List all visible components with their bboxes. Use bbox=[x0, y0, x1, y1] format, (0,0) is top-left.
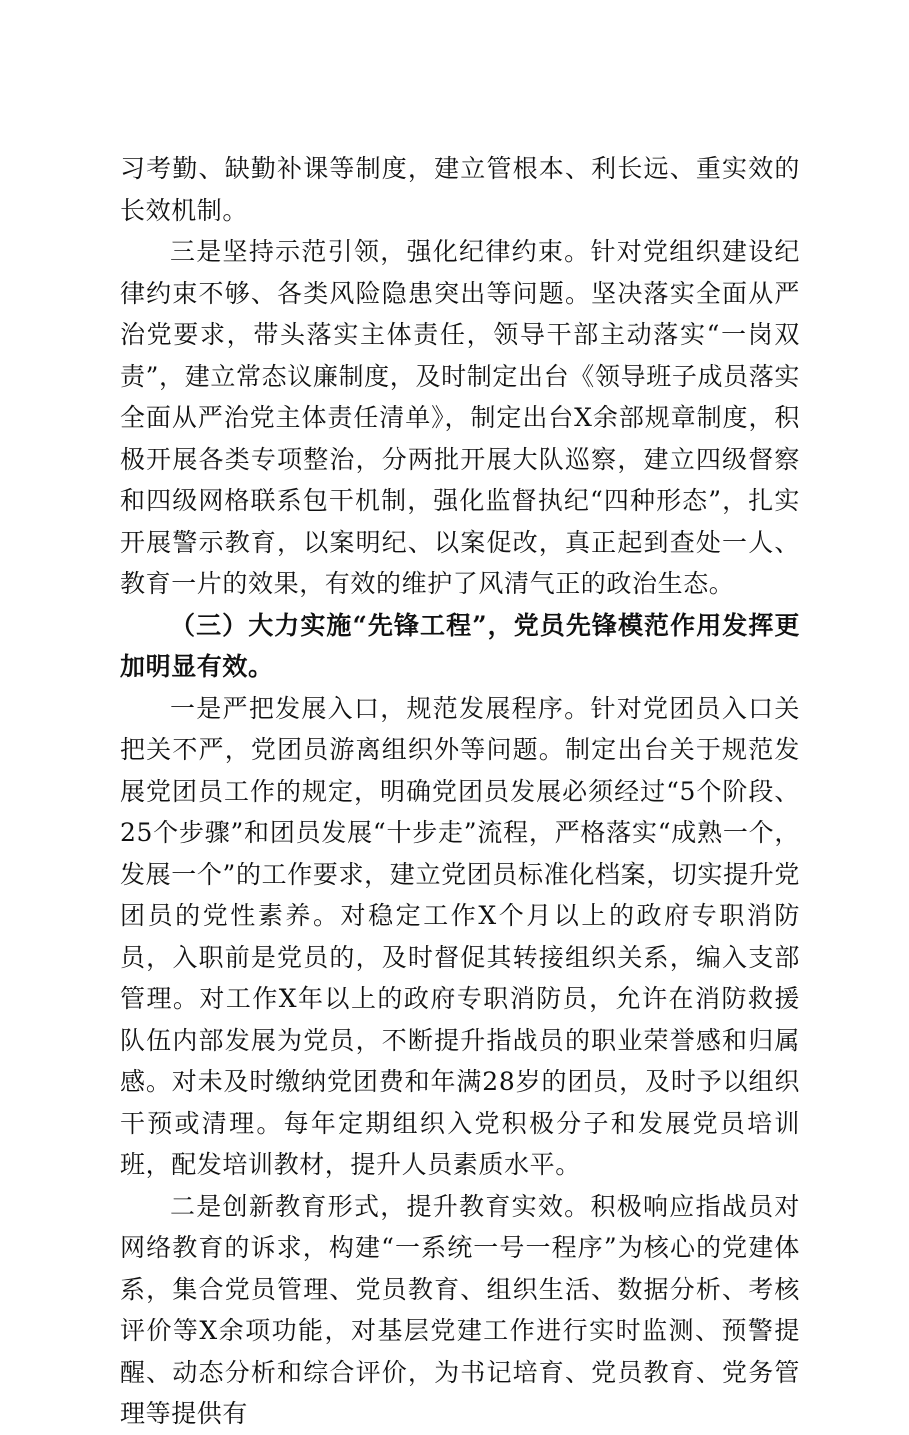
paragraph-education: 二是创新教育形式，提升教育实效。积极响应指战员对网络教育的诉求，构建“一系统一号一程序”为核心的党建体系，集合党员管理、党员教育、组织生活、数据分析、考核评价等X余项功能，对基层党建工作进行实时监测、预警提醒、动态分析和综合评价，为书记培育、党员教育、党务管理等提供有 bbox=[120, 1191, 800, 1428]
paragraph-continuation: 习考勤、缺勤补课等制度，建立管根本、利长远、重实效的长效机制。 bbox=[120, 154, 800, 225]
section-heading: （三）大力实施“先锋工程”，党员先锋模范作用发挥更加明显有效。 bbox=[120, 610, 800, 681]
paragraph-development: 一是严把发展入口，规范发展程序。针对党团员入口关把关不严，党团员游离组织外等问题。制定出台关于规范发展党团员工作的规定，明确党团员发展必须经过“5个阶段、25个步骤”和团员发展“十步走”流程，严格落实“成熟一个，发展一个”的工作要求，建立党团员标准化档案，切实提升党团员的党性素养。对稳定工作X个月以上的政府专职消防员，入职前是党员的，及时督促其转接组织关系，编入支部管理。对工作X年以上的政府专职消防员，允许在消防救援队伍内部发展为党员，不断提升指战员的职业荣誉感和归属感。对未及时缴纳党团费和年满28岁的团员，及时予以组织干预或清理。每年定期组织入党积极分子和发展党员培训班，配发培训教材，提升人员素质水平。 bbox=[120, 693, 800, 1179]
paragraph-discipline: 三是坚持示范引领，强化纪律约束。针对党组织建设纪律约束不够、各类风险隐患突出等问题。坚决落实全面从严治党要求，带头落实主体责任，领导干部主动落实“一岗双责”，建立常态议廉制度，及时制定出台《领导班子成员落实全面从严治党主体责任清单》，制定出台X余部规章制度，积极开展各类专项整治，分两批开展大队巡察，建立四级督察和四级网格联系包干机制，强化监督执纪“四种形态”，扎实开展警示教育，以案明纪、以案促改，真正起到查处一人、教育一片的效果，有效的维护了风清气正的政治生态。 bbox=[120, 237, 800, 598]
document-body bbox=[120, 148, 800, 1435]
